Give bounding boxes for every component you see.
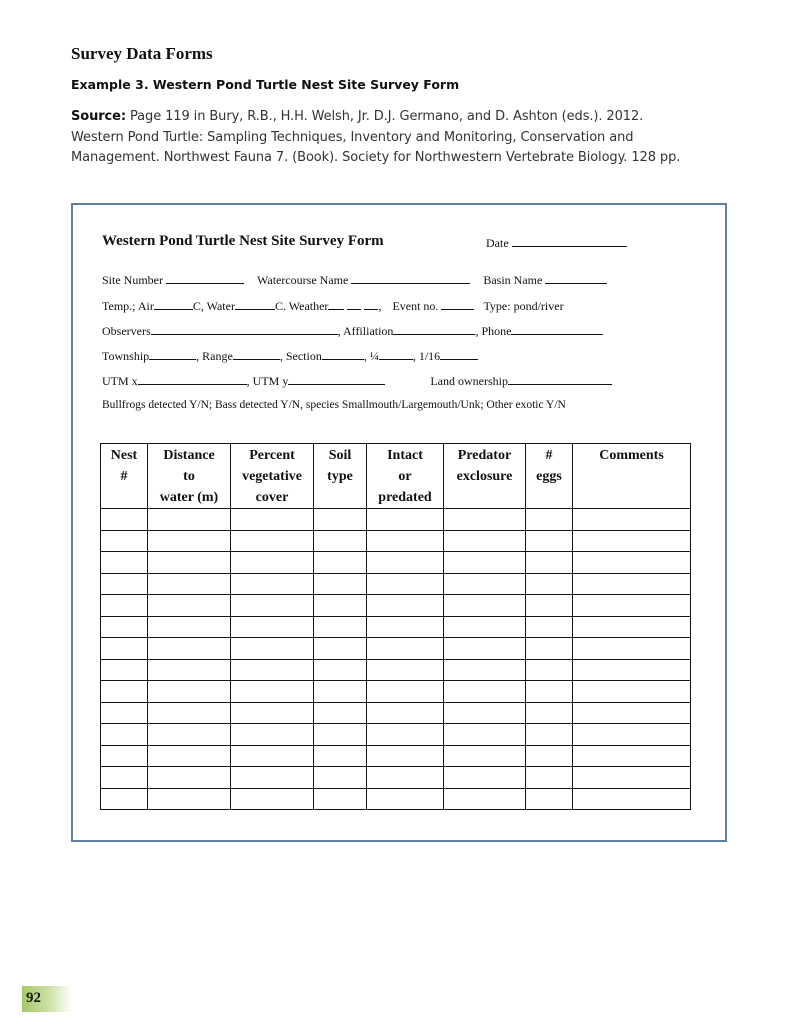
table-cell[interactable] (526, 616, 573, 638)
table-cell[interactable] (573, 616, 691, 638)
column-header (444, 444, 526, 509)
column-header (573, 444, 691, 509)
column-header (367, 444, 444, 509)
table-cell[interactable] (573, 595, 691, 617)
table-cell[interactable] (231, 724, 314, 746)
land-ownership-blank[interactable] (508, 373, 612, 385)
table-row (101, 638, 691, 660)
table-cell[interactable] (444, 530, 526, 552)
source-text-line-1: Page 119 in Bury, R.B., H.H. Welsh, Jr. D.J. Germano, and D. Ashton (eds.). 2012. (130, 109, 644, 124)
section-blank[interactable] (322, 348, 364, 360)
table-cell[interactable] (573, 573, 691, 595)
table-cell[interactable] (101, 767, 148, 789)
type-label: Type: pond/river (483, 299, 564, 313)
sixteenth-label: , 1/16 (412, 349, 441, 363)
table-cell[interactable] (314, 552, 367, 574)
table-cell[interactable] (148, 595, 231, 617)
table-cell[interactable] (101, 638, 148, 660)
table-cell[interactable] (526, 767, 573, 789)
page-number-tab (22, 986, 72, 1012)
table-cell[interactable] (148, 745, 231, 767)
column-header (526, 444, 573, 509)
column-header (231, 444, 314, 509)
table-cell[interactable] (573, 552, 691, 574)
site-number-blank[interactable] (166, 272, 244, 284)
table-cell[interactable] (148, 724, 231, 746)
table-cell[interactable] (231, 552, 314, 574)
table-cell[interactable] (573, 745, 691, 767)
table-cell[interactable] (148, 509, 231, 531)
table-cell[interactable] (314, 659, 367, 681)
table-cell[interactable] (148, 573, 231, 595)
table-cell[interactable] (526, 552, 573, 574)
table-cell[interactable] (526, 724, 573, 746)
date-field[interactable] (486, 235, 627, 251)
table-cell[interactable] (526, 573, 573, 595)
table-cell[interactable] (367, 552, 444, 574)
utm-x-label: UTM x (102, 374, 138, 388)
table-row (101, 659, 691, 681)
column-header-line: type (327, 469, 353, 484)
table-cell[interactable] (573, 702, 691, 724)
column-header (148, 444, 231, 509)
table-cell[interactable] (444, 659, 526, 681)
table-row (101, 745, 691, 767)
table-cell[interactable] (573, 681, 691, 703)
table-cell[interactable] (573, 767, 691, 789)
temp-air-label: Temp.; Air (102, 299, 154, 313)
table-row (101, 552, 691, 574)
column-header-line: Comments (599, 448, 664, 463)
column-header-line: Soil (328, 448, 352, 463)
table-cell[interactable] (526, 509, 573, 531)
table-cell[interactable] (314, 767, 367, 789)
table-cell[interactable] (148, 681, 231, 703)
table-cell[interactable] (148, 638, 231, 660)
table-row (101, 724, 691, 746)
table-cell[interactable] (367, 702, 444, 724)
table-cell[interactable] (101, 573, 148, 595)
source-label: Source: (71, 109, 126, 124)
phone-label: , Phone (475, 324, 512, 338)
table-cell[interactable] (148, 788, 231, 810)
weather-label: C. Weather (274, 299, 329, 313)
source-citation (71, 107, 761, 169)
date-label: Date (486, 236, 509, 250)
watercourse-label: Watercourse Name (257, 273, 349, 287)
utm-y-blank[interactable] (288, 373, 385, 385)
table-row (101, 573, 691, 595)
table-cell[interactable] (314, 638, 367, 660)
location-row (102, 348, 478, 364)
temperature-row (102, 298, 564, 314)
section-label: , Section (279, 349, 322, 363)
column-header-line: Predator (457, 448, 512, 463)
table-cell[interactable] (526, 745, 573, 767)
column-header-line: or (398, 469, 412, 484)
table-cell[interactable] (367, 573, 444, 595)
section-title: Survey Data Forms (71, 44, 213, 63)
date-blank[interactable] (512, 235, 627, 247)
table-cell[interactable] (101, 745, 148, 767)
table-cell[interactable] (231, 767, 314, 789)
table-row (101, 702, 691, 724)
table-cell[interactable] (573, 509, 691, 531)
temp-air-blank[interactable] (154, 298, 193, 310)
table-cell[interactable] (231, 788, 314, 810)
table-cell[interactable] (231, 530, 314, 552)
column-header-line: Intact (387, 448, 423, 463)
table-cell[interactable] (573, 724, 691, 746)
survey-form (73, 205, 725, 840)
weather-blank-2[interactable] (347, 298, 361, 310)
table-cell[interactable] (101, 724, 148, 746)
table-cell[interactable] (573, 788, 691, 810)
table-cell[interactable] (101, 552, 148, 574)
table-cell[interactable] (573, 530, 691, 552)
table-cell[interactable] (444, 595, 526, 617)
table-cell[interactable] (444, 552, 526, 574)
basin-blank[interactable] (545, 272, 607, 284)
table-cell[interactable] (314, 616, 367, 638)
column-header-line: Distance (163, 448, 215, 463)
source-text-line-2: Western Pond Turtle: Sampling Techniques, Inventory and Monitoring, Conservation and (71, 129, 634, 145)
table-cell[interactable] (444, 681, 526, 703)
table-cell[interactable] (526, 638, 573, 660)
table-cell[interactable] (148, 702, 231, 724)
table-cell[interactable] (231, 509, 314, 531)
column-header-line: Percent (249, 448, 295, 463)
utm-x-blank[interactable] (138, 373, 247, 385)
table-cell[interactable] (101, 702, 148, 724)
table-cell[interactable] (444, 509, 526, 531)
form-title: Western Pond Turtle Nest Site Survey Form (102, 233, 384, 249)
table-cell[interactable] (101, 530, 148, 552)
table-cell[interactable] (148, 552, 231, 574)
table-cell[interactable] (314, 724, 367, 746)
table-cell[interactable] (314, 702, 367, 724)
observers-label: Observers (102, 324, 151, 338)
table-cell[interactable] (367, 509, 444, 531)
table-cell[interactable] (231, 616, 314, 638)
range-label: , Range (196, 349, 233, 363)
observers-blank[interactable] (151, 323, 338, 335)
table-cell[interactable] (367, 724, 444, 746)
table-cell[interactable] (314, 530, 367, 552)
table-cell[interactable] (444, 573, 526, 595)
form-frame (71, 203, 727, 842)
range-blank[interactable] (233, 348, 280, 360)
water-temp-blank[interactable] (235, 298, 275, 310)
table-cell[interactable] (314, 573, 367, 595)
source-text-line-3: Management. Northwest Fauna 7. (Book). Society for Northwestern Vertebrate Biology. 128 pp. (71, 150, 681, 165)
column-header-line: predated (378, 490, 432, 505)
table-cell[interactable] (367, 681, 444, 703)
table-cell[interactable] (526, 659, 573, 681)
table-cell[interactable] (526, 702, 573, 724)
column-header-line: vegetative (242, 469, 302, 484)
table-cell[interactable] (367, 788, 444, 810)
event-no-blank[interactable] (441, 298, 474, 310)
table-cell[interactable] (231, 573, 314, 595)
utm-row (102, 373, 612, 389)
column-header (101, 444, 148, 509)
column-header-line: to (183, 469, 195, 484)
watercourse-blank[interactable] (351, 272, 470, 284)
table-row (101, 788, 691, 810)
sixteenth-blank[interactable] (440, 348, 478, 360)
water-label: C, Water (192, 299, 235, 313)
table-cell[interactable] (231, 638, 314, 660)
event-no-label: Event no. (392, 299, 439, 313)
table-cell[interactable] (367, 659, 444, 681)
table-cell[interactable] (148, 659, 231, 681)
weather-comma: , (378, 299, 382, 313)
table-cell[interactable] (101, 788, 148, 810)
column-header-line: # (545, 448, 553, 463)
table-cell[interactable] (101, 616, 148, 638)
table-cell[interactable] (101, 681, 148, 703)
quarter-blank[interactable] (379, 348, 413, 360)
table-cell[interactable] (367, 595, 444, 617)
table-cell[interactable] (314, 595, 367, 617)
table-cell[interactable] (367, 638, 444, 660)
table-row (101, 616, 691, 638)
site-number-label: Site Number (102, 273, 163, 287)
table-cell[interactable] (314, 681, 367, 703)
column-header-line: Nest (110, 448, 138, 463)
table-row (101, 509, 691, 531)
table-cell[interactable] (444, 638, 526, 660)
table-cell[interactable] (101, 595, 148, 617)
table-cell[interactable] (101, 659, 148, 681)
column-header-line: eggs (536, 469, 562, 484)
table-cell[interactable] (314, 788, 367, 810)
table-cell[interactable] (526, 681, 573, 703)
utm-y-label: , UTM y (246, 374, 289, 388)
table-row (101, 681, 691, 703)
township-blank[interactable] (149, 348, 196, 360)
table-cell[interactable] (526, 530, 573, 552)
column-header-line: exclosure (456, 469, 513, 484)
column-header (314, 444, 367, 509)
table-cell[interactable] (231, 745, 314, 767)
affiliation-blank[interactable] (393, 323, 475, 335)
land-ownership-label: Land ownership (430, 374, 508, 388)
table-row (101, 767, 691, 789)
table-cell[interactable] (444, 616, 526, 638)
table-cell[interactable] (101, 509, 148, 531)
table-cell[interactable] (444, 788, 526, 810)
exotics-row: Bullfrogs detected Y/N; Bass detected Y/N, species Smallmouth/Largemouth/Unk; Other exotic Y/N (102, 399, 566, 411)
table-cell[interactable] (148, 767, 231, 789)
table-cell[interactable] (444, 767, 526, 789)
table-header-row (101, 444, 691, 509)
table-cell[interactable] (573, 659, 691, 681)
table-cell[interactable] (148, 616, 231, 638)
column-header-line: cover (255, 490, 289, 505)
site-row (102, 272, 607, 288)
table-cell[interactable] (148, 530, 231, 552)
affiliation-label: , Affiliation (337, 324, 394, 338)
table-cell[interactable] (444, 702, 526, 724)
table-cell[interactable] (231, 702, 314, 724)
basin-label: Basin Name (483, 273, 543, 287)
table-cell[interactable] (367, 745, 444, 767)
table-cell[interactable] (231, 659, 314, 681)
table-row (101, 595, 691, 617)
table-row (101, 530, 691, 552)
weather-blank-3[interactable] (364, 298, 378, 310)
table-cell[interactable] (367, 530, 444, 552)
table-cell[interactable] (231, 681, 314, 703)
table-cell[interactable] (231, 595, 314, 617)
column-header-line: # (120, 469, 128, 484)
example-title: Example 3. Western Pond Turtle Nest Site Survey Form (71, 77, 460, 92)
observers-row (102, 323, 603, 339)
table-cell[interactable] (444, 724, 526, 746)
column-header-line: water (m) (159, 490, 219, 505)
page-number: 92 (26, 990, 41, 1006)
table-cell[interactable] (573, 638, 691, 660)
table-cell[interactable] (526, 595, 573, 617)
phone-blank[interactable] (511, 323, 603, 335)
table-cell[interactable] (444, 745, 526, 767)
quarter-label: , ¼ (363, 349, 379, 363)
weather-blank-1[interactable] (328, 298, 344, 310)
table-cell[interactable] (526, 788, 573, 810)
table-cell[interactable] (314, 745, 367, 767)
nest-data-table (100, 443, 691, 810)
table-cell[interactable] (367, 767, 444, 789)
table-cell[interactable] (367, 616, 444, 638)
table-cell[interactable] (314, 509, 367, 531)
township-label: Township (102, 349, 150, 363)
